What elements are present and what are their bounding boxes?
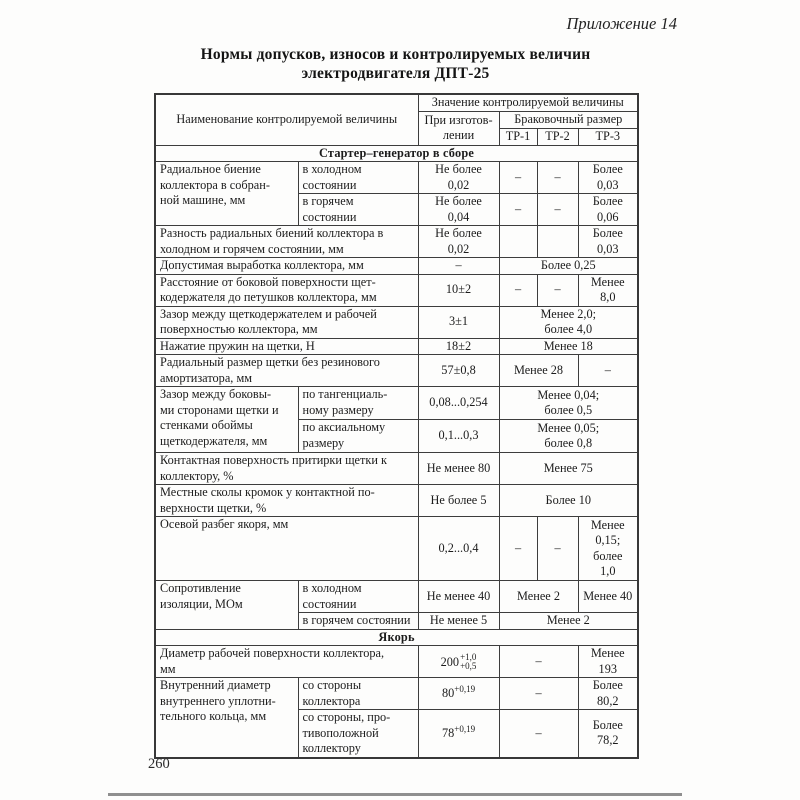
- table-cell: [499, 226, 537, 258]
- table-cell: Расстояние от боковой поверхности щет- кодержателя до петушков коллектора, мм: [155, 274, 418, 306]
- page-title-line2: электродвигателя ДПТ-25: [301, 64, 490, 82]
- section-cell: Стартер–генератор в сборе: [155, 145, 638, 162]
- table-cell: Менее 193: [578, 646, 638, 678]
- table-cell: Более 78,2: [578, 710, 638, 758]
- table-cell: в холодном состоянии: [298, 162, 418, 194]
- table-cell: –: [499, 710, 578, 758]
- table-cell: в холодном состоянии: [298, 581, 418, 613]
- table-cell: –: [578, 355, 638, 387]
- table-cell: Диаметр рабочей поверхности коллектора, мм: [155, 646, 418, 678]
- table-cell: Не менее 40: [418, 581, 499, 613]
- header-cell: Браковочный размер: [499, 111, 638, 128]
- header-cell: ТР-1: [499, 128, 537, 145]
- table-cell: –: [499, 646, 578, 678]
- table-cell: –: [499, 274, 537, 306]
- table-cell: Контактная поверхность притирки щетки к коллектору, %: [155, 453, 418, 485]
- header-cell: При изготов- лении: [418, 111, 499, 145]
- table-cell: Не более 0,04: [418, 194, 499, 226]
- table-cell: Радиальное биение коллектора в собран- ной машине, мм: [155, 162, 298, 226]
- table-cell: Менее 0,05; более 0,8: [499, 420, 638, 453]
- table-cell: Допустимая выработка коллектора, мм: [155, 258, 418, 275]
- table-cell: Не более 0,02: [418, 226, 499, 258]
- table-row: [155, 145, 638, 162]
- table-cell: Сопротивление изоляции, МОм: [155, 581, 298, 630]
- table-cell: 0,1...0,3: [418, 420, 499, 453]
- table-cell: $78^{+0,19}$: [418, 710, 499, 758]
- table-cell: $80^{+0,19}$: [418, 678, 499, 710]
- table-row: [155, 678, 638, 710]
- table-cell: Менее 0,15; более 1,0: [578, 517, 638, 581]
- table-row: [155, 355, 638, 387]
- table-cell: [537, 226, 578, 258]
- table-cell: 0,08...0,254: [418, 387, 499, 420]
- table-cell: Не менее 5: [418, 613, 499, 630]
- tolerance-stack: +1,0 +0,5: [460, 651, 477, 671]
- table-cell: Внутренний диаметр внутреннего уплотни- тельного кольца, мм: [155, 678, 298, 758]
- table-cell: 200 +1,0 +0,5: [418, 646, 499, 678]
- table-cell: Более 0,03: [578, 162, 638, 194]
- table-cell: –: [499, 162, 537, 194]
- table-cell: в горячем состоянии: [298, 613, 418, 630]
- table-cell: Зазор между щеткодержателем и рабочей поверхностью коллектора, мм: [155, 306, 418, 338]
- table-cell: Менее 2: [499, 581, 578, 613]
- tolerance-superscript: +0,19: [454, 683, 476, 694]
- table-row: [155, 453, 638, 485]
- page-title-line1: Нормы допусков, износов и контролируемых величин: [200, 46, 591, 63]
- table-cell: 57±0,8: [418, 355, 499, 387]
- table-row: [155, 629, 638, 646]
- table-cell: Менее 40: [578, 581, 638, 613]
- table-cell: со стороны, про- тивоположной коллектору: [298, 710, 418, 758]
- table-cell: –: [537, 517, 578, 581]
- table-cell: Не более 0,02: [418, 162, 499, 194]
- table-cell: Нажатие пружин на щетки, Н: [155, 338, 418, 355]
- table-cell: –: [537, 274, 578, 306]
- table-cell: –: [418, 258, 499, 275]
- table-cell: по аксиальному размеру: [298, 420, 418, 453]
- table-cell: со стороны коллектора: [298, 678, 418, 710]
- page-title: [154, 46, 637, 83]
- table-row: [155, 274, 638, 306]
- table-cell: Более 0,03: [578, 226, 638, 258]
- table-cell: Менее 8,0: [578, 274, 638, 306]
- tolerance-table-body: [155, 94, 638, 758]
- table-cell: Более 0,25: [499, 258, 638, 275]
- table-cell: –: [537, 194, 578, 226]
- table-row: [155, 162, 638, 194]
- table-cell: в горячем состоянии: [298, 194, 418, 226]
- table-cell: Более 10: [499, 485, 638, 517]
- header-cell: Наименование контролируемой величины: [155, 94, 418, 145]
- table-cell: –: [537, 162, 578, 194]
- header-cell: ТР-2: [537, 128, 578, 145]
- table-row: [155, 581, 638, 613]
- table-cell: Менее 75: [499, 453, 638, 485]
- table-cell: по тангенциаль- ному размеру: [298, 387, 418, 420]
- table-row: [155, 258, 638, 275]
- table-cell: Менее 28: [499, 355, 578, 387]
- table-cell: Менее 2: [499, 613, 638, 630]
- header-cell: ТР-3: [578, 128, 638, 145]
- table-cell: Менее 0,04; более 0,5: [499, 387, 638, 420]
- table-cell: 3±1: [418, 306, 499, 338]
- table-cell: –: [499, 517, 537, 581]
- table-cell: 18±2: [418, 338, 499, 355]
- scan-edge-line: [108, 793, 682, 796]
- table-cell: Радиальный размер щетки без резинового амортизатора, мм: [155, 355, 418, 387]
- table-row: [155, 517, 638, 581]
- table-row: [155, 226, 638, 258]
- table-row: [155, 646, 638, 678]
- table-row: [155, 485, 638, 517]
- table-cell: –: [499, 194, 537, 226]
- table-cell: Зазор между боковы- ми сторонами щетки и стенками обоймы щеткодержателя, мм: [155, 387, 298, 453]
- table-row: [155, 387, 638, 420]
- table-row: [155, 94, 638, 111]
- table-cell: Разность радиальных биений коллектора в холодном и горячем состоянии, мм: [155, 226, 418, 258]
- appendix-label: Приложение 14: [566, 14, 677, 33]
- table-cell: Более 0,06: [578, 194, 638, 226]
- table-cell: Не более 5: [418, 485, 499, 517]
- table-cell: Менее 2,0; более 4,0: [499, 306, 638, 338]
- tolerance-table: [154, 93, 639, 759]
- table-cell: Осевой разбег якоря, мм: [155, 517, 418, 581]
- section-cell: Якорь: [155, 629, 638, 646]
- header-cell: Значение контролируемой величины: [418, 94, 638, 111]
- table-row: [155, 338, 638, 355]
- table-cell: 10±2: [418, 274, 499, 306]
- page-number: 260: [148, 756, 170, 772]
- table-cell: Не менее 80: [418, 453, 499, 485]
- table-cell: –: [499, 678, 578, 710]
- tolerance-superscript: +0,19: [454, 723, 476, 734]
- table-row: [155, 306, 638, 338]
- table-cell: 0,2...0,4: [418, 517, 499, 581]
- table-cell: Более 80,2: [578, 678, 638, 710]
- table-cell: Местные сколы кромок у контактной по- верхности щетки, %: [155, 485, 418, 517]
- table-cell: Менее 18: [499, 338, 638, 355]
